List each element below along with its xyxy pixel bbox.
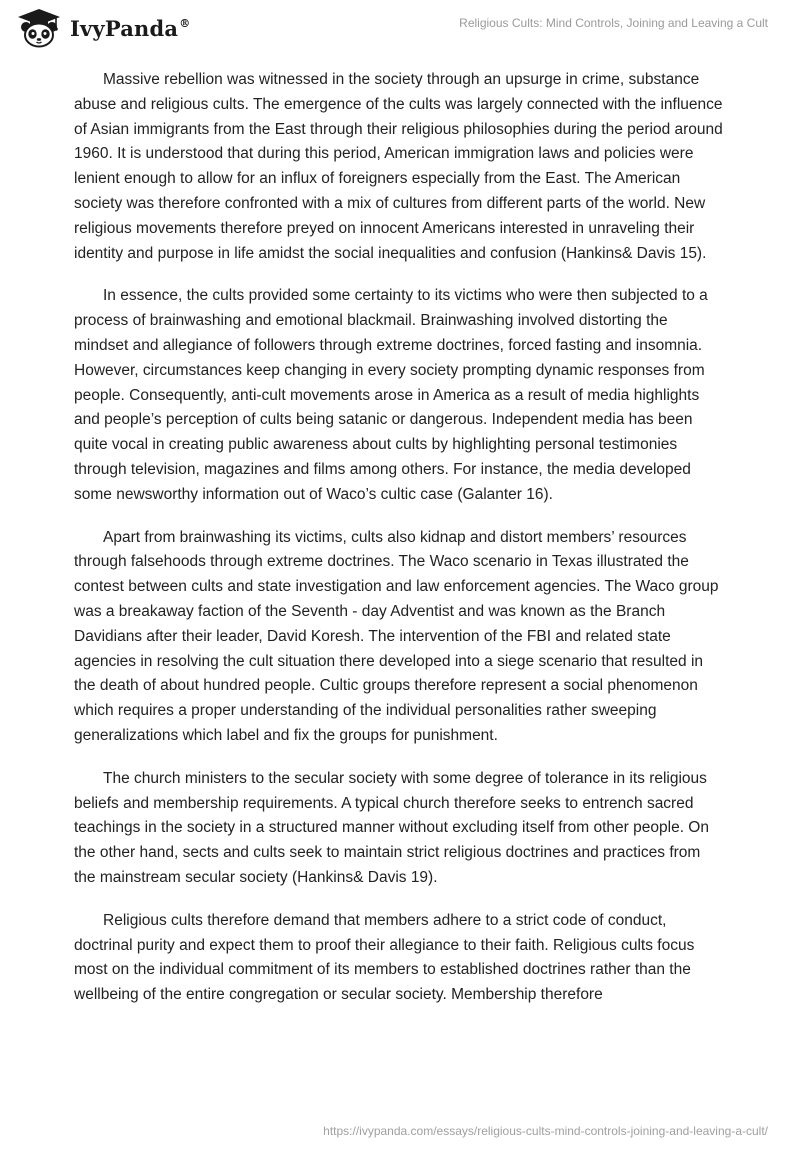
page-header	[0, 0, 800, 56]
document-title: Religious Cults: Mind Controls, Joining and Leaving a Cult	[459, 16, 768, 30]
paragraph: In essence, the cults provided some certainty to its victims who were then subjected to a process of brainwashing and emotional blackmail. Brainwashing involved distorting the mindset and allegiance of followers through extreme doctrines, forced fasting and insomnia. However, circumstances keep changing in every society prompting dynamic responses from people. Consequently, anti-cult movements arose in America as a result of media highlights and people’s perception of cults being satanic or dangerous. Independent media has been quite vocal in creating public awareness about cults by highlighting personal testimonies through television, magazines and films among others. For instance, the media developed some newsworthy information out of Waco’s cultic case (Galanter 16).	[74, 287, 708, 503]
paragraph: Apart from brainwashing its victims, cults also kidnap and distort members’ resources through falsehoods through extreme doctrines. The Waco scenario in Texas illustrated the contest between cults and state investigation and law enforcement agencies. The Waco group was a breakaway faction of the Seventh - day Adventist and was known as the Branch Davidians after their leader, David Koresh. The intervention of the FBI and related state agencies in resolving the cult situation there developed into a siege scenario that resulted in the death of about hundred people. Cultic groups therefore represent a social phenomenon which requires a proper understanding of the individual personalities rather sweeping generalizations which label and fix the groups for punishment.	[74, 528, 719, 744]
paragraph: The church ministers to the secular society with some degree of tolerance in its religious beliefs and membership requirements. A typical church therefore seeks to entrench sacred teachings in the society in a structured manner without excluding itself from other people. On the other hand, sects and cults seek to maintain strict religious doctrines and practices from the mainstream secular society (Hankins& Davis 19).	[74, 769, 709, 886]
registered-mark: ®	[179, 16, 191, 30]
essay-body	[74, 68, 724, 1026]
paragraph: Religious cults therefore demand that members adhere to a strict code of conduct, doctrinal purity and expect them to proof their allegiance to their faith. Religious cults focus most on the individual commitment of its members to established doctrines rather than the wellbeing of the entire congregation or secular society. Membership therefore	[74, 911, 695, 1004]
panda-graduate-icon	[16, 8, 62, 48]
paragraph: Massive rebellion was witnessed in the society through an upsurge in crime, substance abuse and religious cults. The emergence of the cults was largely connected with the influence of Asian immigrants from the East through their religious philosophies during the period around 1960. It is understood that during this period, American immigration laws and policies were lenient enough to allow for an influx of foreigners especially from the East. The American society was therefore confronted with a mix of cultures from different parts of the world. New religious movements therefore preyed on innocent Americans interested in unraveling their identity and purpose in life amidst the social inequalities and confusion (Hankins& Davis 15).	[74, 71, 723, 262]
ivypanda-logo[interactable]	[16, 8, 190, 48]
brand-name: IvyPanda®	[70, 15, 191, 41]
source-url[interactable]: https://ivypanda.com/essays/religious-cults-mind-controls-joining-and-leaving-a-cult/	[323, 1124, 768, 1138]
